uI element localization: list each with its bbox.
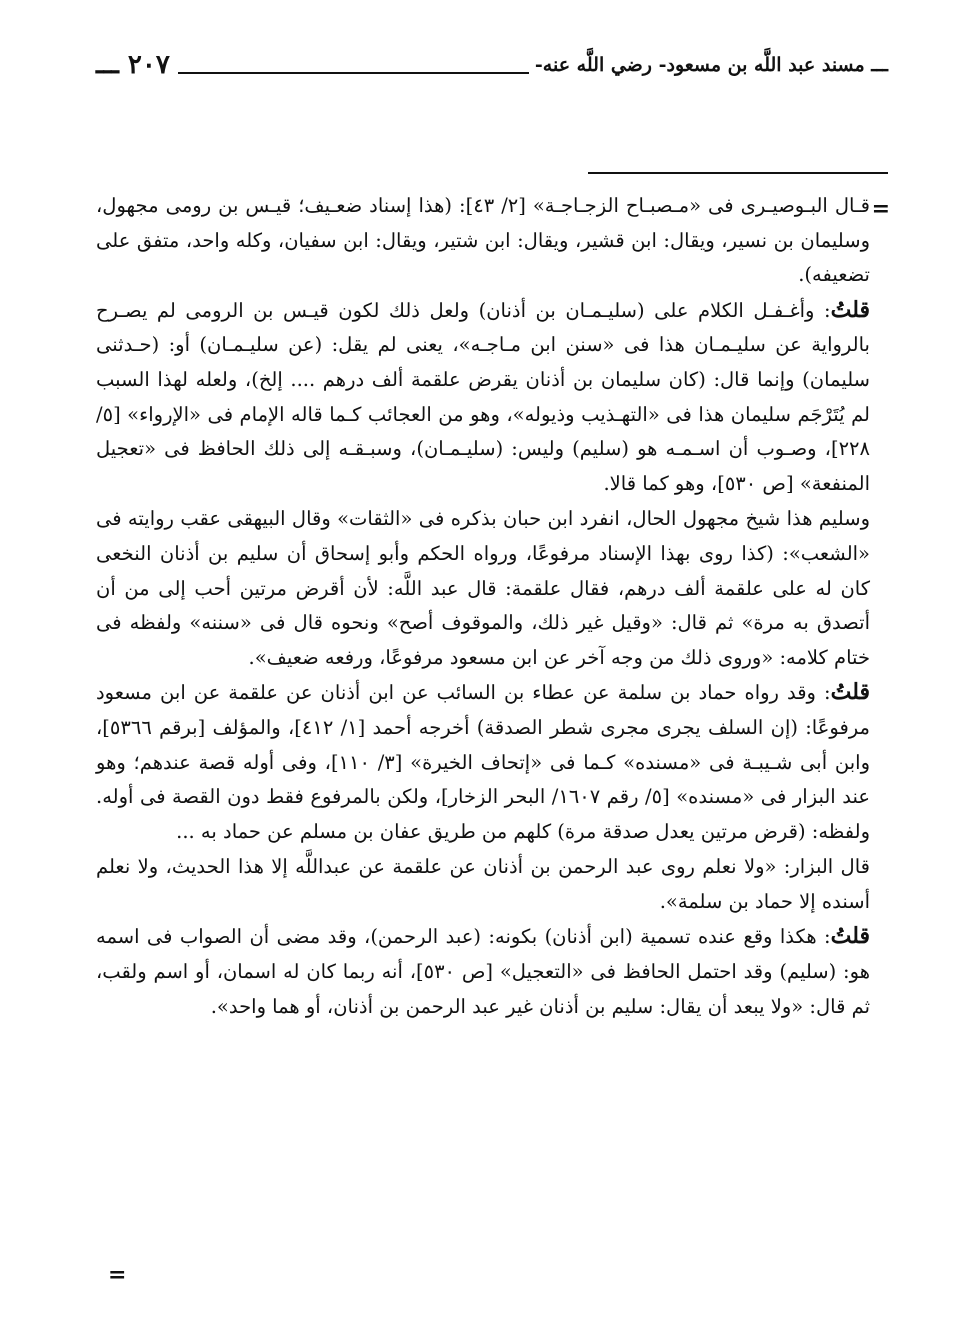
paragraph <box>96 293 870 502</box>
running-title: ـــ مسند عبد اللَّه بن مسعود- رضي اللَّه عنه- <box>529 54 888 76</box>
continuation-mark-top: = <box>871 196 890 222</box>
footnote-separator <box>588 172 888 174</box>
paragraph <box>96 188 870 293</box>
paragraph-text: قـال البـوصيـرى فى «مـصبـاح الزجـاجـة» [٢/ ٤٣]: (هذا إسناد ضعـيف؛ قيـس بن رومى مجهول، وسليمان بن نسير، ويقال: ابن قشير، ويقال: ابن شتير، ويقال: ابن سفيان، وكله واحد، متفق على تضعيفه). <box>96 194 870 287</box>
paragraph-text: وسليم هذا شيخ مجهول الحال، انفرد ابن حبان بذكره فى «الثقات» وقال البيهقى عقب روايته فى «الشعب»: (كذا روى بهذا الإسناد مرفوعًا، ورواه الحكم وأبو إسحاق أن سليم بن أذنان النخعى كان له على علقمة ألف درهم، فقال علقمة: قال عبد اللَّه: لأن أقرض مرتين أحب إلى من أن أتصدق به مرة» ثم قال: «وقيل غير ذلك، والموقوف أصح» ونحوه قال فى «سننه» ولفظه فى ختام كلامه: «وروى ذلك من وجه آخر عن ابن مسعود مرفوعًا، ورفعه ضعيف». <box>96 507 870 669</box>
paragraph <box>96 675 870 849</box>
footnote-text <box>96 188 870 1024</box>
page-header <box>72 52 888 92</box>
paragraph-text: : وقد رواه حماد بن سلمة عن عطاء بن السائب عن ابن أذنان عن علقمة عن ابن مسعود مرفوعًا: (إن السلف يجرى مجرى شطر الصدقة) أخرجه أحمد [١/ ٤١٢]، والمؤلف [برقم ٥٣٦٦]، وابن أبى شـيبـة فى «مسنده» كـما فى «إتحاف الخيرة» [٣/ ١١٠]، وفى أوله قصة عندهم؛ وهو عند البزار فى «مسنده» [٥/ رقم ١٦٠٧/ البحر الزخار]، ولكن بالمرفوع فقط دون القصة فى أوله. ولفظه: (قرض مرتين يعدل صدقة مرة) كلهم من طريق عفان بن مسلم عن حماد به ... <box>96 681 871 843</box>
continuation-mark-bottom: = <box>108 1262 127 1288</box>
paragraph-text: : هكذا وقع عنده تسمية (ابن أذنان) بكونه: (عبد الرحمن)، وقد مضى أن الصواب فى اسمه هو: (سليم) وقد احتمل الحافظ فى «التعجيل» [ص ٥٣٠]، أنه ربما كان له اسمان، أو اسم ولقب، ثم قال: «ولا يبعد أن يقال: سليم بن أذنان غير عبد الرحمن بن أذنان، أو هما واحد». <box>96 925 870 1018</box>
paragraph <box>96 501 870 675</box>
paragraph-text: : وأغـفـل الكلام على (سليـمـان بن أذنان) ولعل ذلك لكون قيـس بن الرومى لم يصـرح بالرواية عن سليـمـان هذا فى «سنن ابن مـاجـه»، يعنى لم يقل: (عن سليـمـان) أو: (حـدثنى سليمان) وإنما قال: (كان سليمان بن أذنان يقرض علقمة ألف درهم .... إلخ)، ولعله لهذا السبب لم يُتَرْجَم سليمان هذا فى «التهـذيب وذيوله»، وهو من العجائب كـما قاله الإمام فى «الإرواء» [٥/ ٢٢٨]، وصـوب أن اسـمـه هو (سليم) وليس: (سليـمـان)، وسبـقـه إلى ذلك الحافظ فى «تعجيل المنفعة» [ص ٥٣٠]، وهو كما قالا. <box>96 298 870 495</box>
page-number: ٢٠٧ ـــ <box>72 50 178 80</box>
paragraph-lead: قلتُ <box>830 923 870 950</box>
paragraph <box>96 849 870 919</box>
paragraph-lead: قلتُ <box>830 679 870 706</box>
paragraph-lead: قلتُ <box>830 296 870 323</box>
paragraph <box>96 919 870 1024</box>
paragraph-text: قال البزار: «ولا نعلم روى عبد الرحمن بن أذنان عن علقمة عن عبداللَّه إلا هذا الحديث، ولا نعلم أسنده إلا حماد بن سلمة». <box>96 855 870 913</box>
